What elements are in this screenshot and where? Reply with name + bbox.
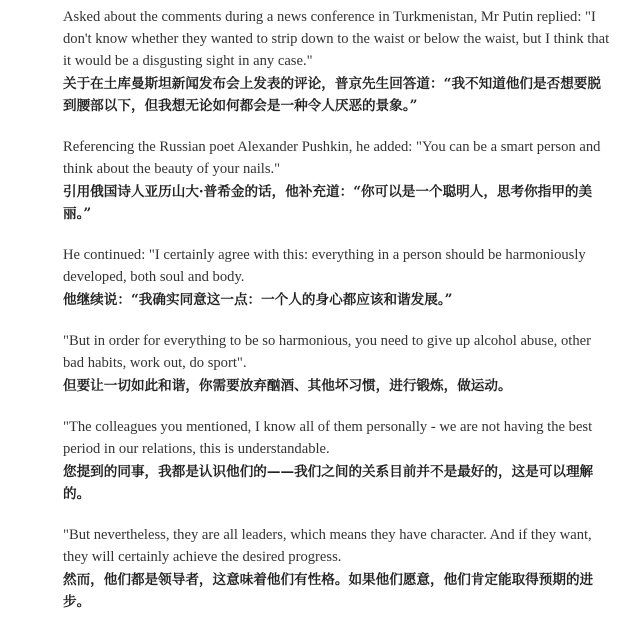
- chinese-translation: 但要让一切如此和谐，你需要放弃酗酒、其他坏习惯，进行锻炼，做运动。: [63, 378, 512, 394]
- english-text: "But nevertheless, they are all leaders, which means they have character. And if they want, they will certainly achieve the desired progress.: [63, 527, 592, 565]
- english-text: Asked about the comments during a news conference in Turkmenistan, Mr Putin replied: "I don't know whether they wanted to strip down to the waist or below the waist, but I think that it would be a disgusting sight in any case.": [63, 9, 610, 69]
- chinese-translation: 他继续说：“我确实同意这一点：一个人的身心都应该和谐发展。”: [63, 292, 453, 308]
- chinese-translation: 关于在土库曼斯坦新闻发布会上发表的评论，普京先生回答道：“我不知道他们是否想要脱到腰部以下，但我想无论如何都会是一种令人厌恶的景象。”: [63, 76, 601, 114]
- english-text: Referencing the Russian poet Alexander Pushkin, he added: "You can be a smart person and think about the beauty of your nails.": [63, 139, 601, 177]
- english-text: "But in order for everything to be so harmonious, you need to give up alcohol abuse, other bad habits, work out, do sport".: [63, 333, 591, 371]
- paragraph-5: [63, 416, 611, 505]
- english-text: He continued: "I certainly agree with this: everything in a person should be harmoniously developed, both soul and body.: [63, 247, 586, 285]
- article-body: [63, 6, 611, 632]
- english-text: "The colleagues you mentioned, I know all of them personally - we are not having the best period in our relations, this is understandable.: [63, 419, 593, 457]
- chinese-translation: 引用俄国诗人亚历山大·普希金的话，他补充道：“你可以是一个聪明人，思考你指甲的美丽。”: [63, 184, 593, 222]
- paragraph-3: [63, 244, 611, 311]
- paragraph-6: [63, 524, 611, 613]
- paragraph-1: [63, 6, 611, 117]
- paragraph-2: [63, 136, 611, 225]
- paragraph-4: [63, 330, 611, 397]
- chinese-translation: 然而，他们都是领导者，这意味着他们有性格。如果他们愿意，他们肯定能取得预期的进步。: [63, 572, 594, 610]
- chinese-translation: 您提到的同事，我都是认识他们的——我们之间的关系目前并不是最好的，这是可以理解的。: [63, 464, 594, 502]
